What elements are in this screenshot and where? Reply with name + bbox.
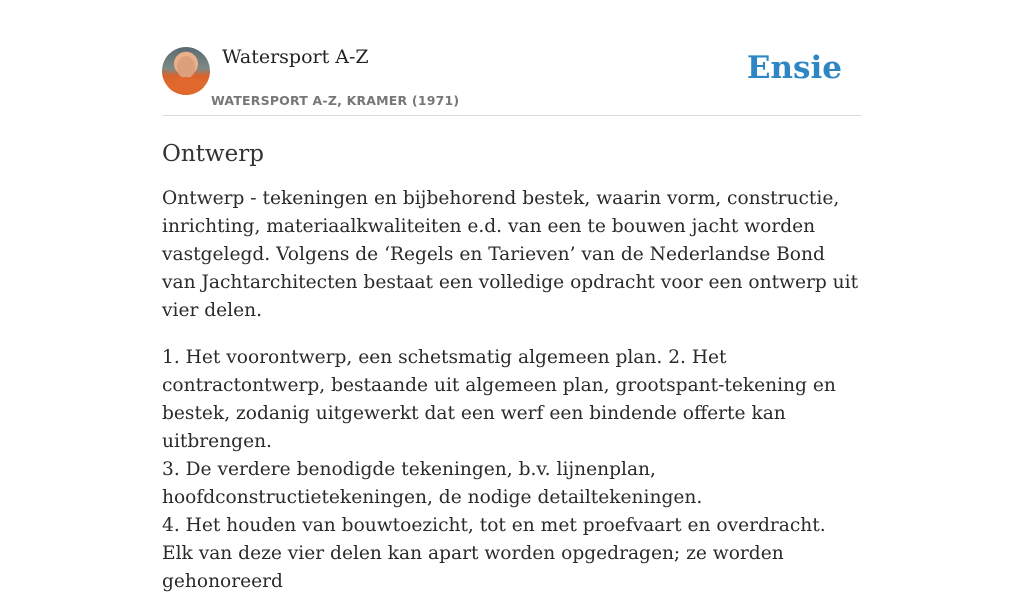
definition-text: Ontwerp - tekeningen en bijbehorend bestek, waarin vorm, constructie, inrichting, materiaalkwaliteiten e.d. van een te bouwen jacht worden vastgelegd. Volgens de ‘Regels en Tarieven’ van de Nederlandse Bond van Jachtarchitecten bestaat een volledige opdracht voor een ontwerp uit vier delen. (162, 188, 859, 321)
list-item-1-2: 1. Het voorontwerp, een schetsmatig algemeen plan. 2. Het contractontwerp, bestaande uit algemeen plan, grootspant-tekening en bestek, zodanig uitgewerkt dat een werf een bindende offerte kan uitbrengen. (162, 347, 836, 452)
ensie-logo[interactable]: Ensie (746, 50, 842, 86)
entry-paragraph-2 (162, 344, 862, 596)
dictionary-source[interactable]: WATERSPORT A-Z, KRAMER (1971) (211, 93, 460, 108)
entry-headword: Ontwerp (162, 141, 264, 167)
dictionary-title[interactable]: Watersport A-Z (222, 46, 369, 68)
entry-card (162, 0, 862, 596)
entry-paragraph-1 (162, 185, 862, 325)
avatar-face (177, 56, 195, 78)
list-item-3: 3. De verdere benodigde tekeningen, b.v. lijnenplan, hoofdconstructietekeningen, de nodige detailtekeningen. (162, 459, 703, 508)
entry-header (162, 0, 862, 116)
list-item-4: 4. Het houden van bouwtoezicht, tot en met proefvaart en overdracht. Elk van deze vier delen kan apart worden opgedragen; ze worden gehonoreerd (162, 515, 826, 592)
avatar-body (168, 77, 204, 95)
author-avatar[interactable] (162, 47, 210, 95)
